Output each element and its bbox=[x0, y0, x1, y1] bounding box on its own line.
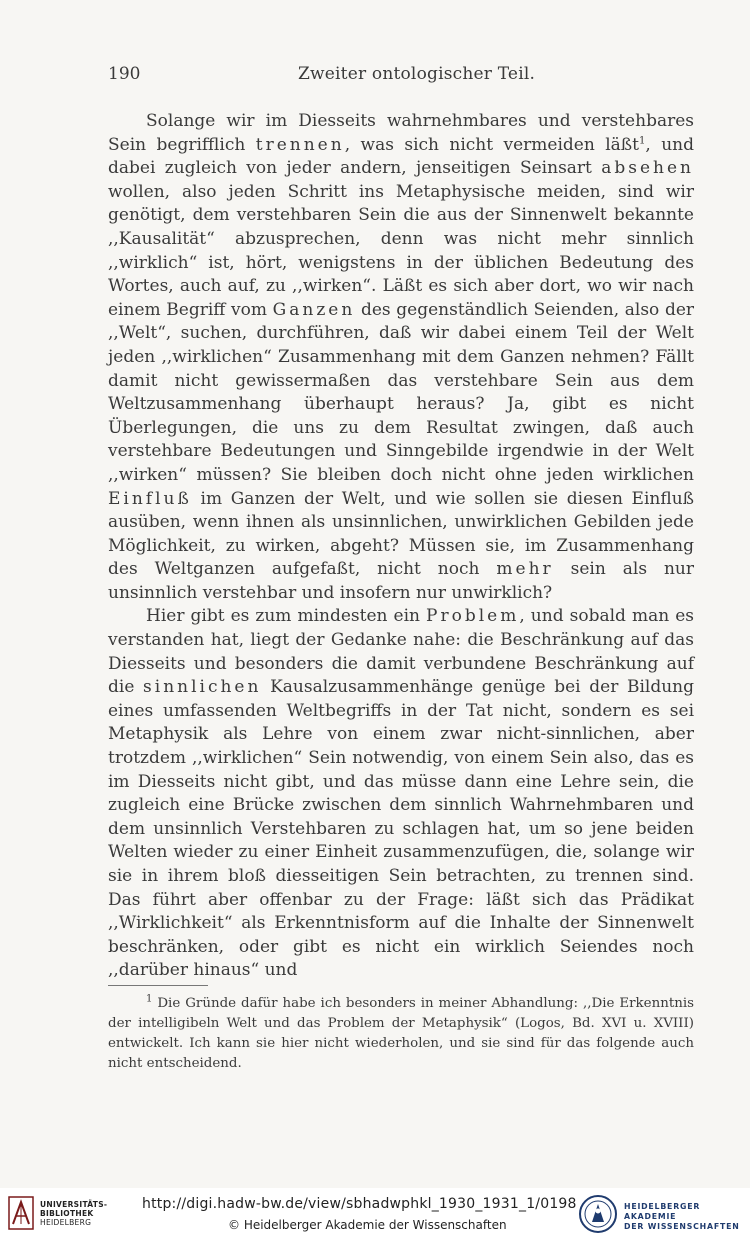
text-run: im Ganzen der Welt, und wie sollen sie diesen Einfluß ausüben, wenn ihnen als unsinnlichen, unwirklichen Gebilden jede Möglichkeit, zu wirken, abgeht? Müssen sie, im Zusammenhang des Weltganzen aufgefaßt, nicht noch bbox=[108, 488, 694, 580]
academy-line-2: DER WISSENSCHAFTEN bbox=[624, 1222, 740, 1231]
permalink-url[interactable]: http://digi.hadw-bw.de/view/sbhadwphkl_1930_1931_1/0198 bbox=[142, 1196, 577, 1212]
paragraph-1 bbox=[108, 110, 694, 605]
library-line-2: BIBLIOTHEK bbox=[40, 1209, 94, 1218]
spaced-word: trennen bbox=[255, 134, 345, 155]
spaced-word: absehen bbox=[601, 158, 694, 179]
academy-line-1: HEIDELBERGER AKADEMIE bbox=[624, 1202, 701, 1221]
footnote bbox=[108, 994, 694, 1074]
footnote-marker: 1 bbox=[146, 993, 153, 1005]
text-run: wollen, also jeden Schritt ins Metaphysische meiden, sind wir genötigt, dem verstehbaren Sein die aus der Sinnenwelt bekannte ,,Kausalität“ abzusprechen, denn was nicht mehr sinnlich ,,wirklich“ ist, hört, wenigstens in der üblichen Bedeutung des Wortes, auch auf, zu ,,wirken“. Läßt es sich aber dort, wo wir nach einem Begriff vom bbox=[108, 181, 694, 320]
spaced-word: mehr bbox=[496, 559, 554, 580]
academy-seal-icon[interactable] bbox=[578, 1194, 618, 1234]
text-run: Kausalzusammenhänge genüge bei der Bildung eines umfassenden Weltbegriffs in der Tat nicht, sondern es sei Metaphysik als Lehre von einem zwar nicht-sinnlichen, aber trotzdem ,,wirklichen“ Sein notwendig, von einem Sein also, das es im Diesseits nicht gibt, und das müsse dann eine Lehre sein, die zugleich eine Brücke zwischen dem sinnlich Wahrnehmbaren und dem unsinnlich Verstehbaren zu schlagen hat, um so jene beiden Welten wieder zu einer Einheit zusammenzufügen, die, solange wir sie in ihrem bloß diesseitigen Sein betrachten, zu trennen sind. Das führt aber offenbar zu der Frage: läßt sich das Prädikat ,,Wirklichkeit“ als Erkenntnisform auf die Inhalte der Sinnenwelt beschränken, oder gibt es nicht ein wirklich Seiendes noch ,,darüber hinaus“ und bbox=[108, 677, 694, 981]
page-number: 190 bbox=[108, 64, 141, 84]
library-name bbox=[40, 1200, 107, 1227]
paragraph-2 bbox=[108, 605, 694, 983]
text-run: Solange wir im Diesseits wahrnehmbares und verstehbares Sein begrifflich bbox=[108, 111, 694, 155]
footer-bar bbox=[0, 1188, 750, 1241]
running-header bbox=[108, 64, 694, 90]
spaced-word: Problem bbox=[426, 606, 520, 627]
library-logo-icon[interactable] bbox=[8, 1196, 34, 1230]
library-line-3: HEIDELBERG bbox=[40, 1218, 92, 1227]
text-run: sein als nur unsinnlich verstehbar und insofern nur unwirklich? bbox=[108, 559, 695, 603]
spaced-word: Ganzen bbox=[272, 299, 356, 320]
text-run: , was sich nicht vermeiden läßt bbox=[344, 134, 639, 155]
footnote-text bbox=[108, 994, 694, 1074]
text-run: , und sobald man es verstanden hat, liegt der Gedanke nahe: die Beschränkung auf das Diesseits und besonders die damit verbundene Beschränkung auf die bbox=[108, 606, 694, 698]
copyright-notice: © Heidelberger Akademie der Wissenschaften bbox=[228, 1218, 507, 1232]
footnote-divider bbox=[108, 985, 208, 986]
footnote-ref[interactable]: 1 bbox=[639, 134, 646, 146]
library-line-1: UNIVERSITÄTS- bbox=[40, 1200, 108, 1209]
running-title: Zweiter ontologischer Teil. bbox=[298, 64, 536, 84]
footnote-body: Die Gründe dafür habe ich besonders in meiner Abhandlung: ,,Die Erkenntnis der intelligibeln Welt und das Problem der Metaphysik“ (Logos, Bd. XVI u. XVIII) entwickelt. Ich kann sie hier nicht wiederholen, und sie sind für das folgende auch nicht entscheidend. bbox=[108, 996, 694, 1071]
text-run: des gegenständlich Seienden, also der ,,Welt“, suchen, durchführen, daß wir dabei einem Teil der Welt jeden ,,wirklichen“ Zusammenhang mit dem Ganzen nehmen? Fällt damit nicht gewissermaßen das verstehbare Sein aus dem Weltzusammenhang überhaupt heraus? Ja, gibt es nicht Überlegungen, die uns zu dem Resultat zwingen, daß auch verstehbare Bedeutungen und Sinngebilde irgendwie in der Welt ,,wirken“ müssen? Sie bleiben doch nicht ohne jeden wirklichen bbox=[108, 299, 695, 485]
text-run: Hier gibt es zum mindesten ein bbox=[146, 606, 427, 627]
text-run: , und dabei zugleich von jeder andern, jenseitigen Seinsart bbox=[108, 134, 694, 179]
academy-name bbox=[624, 1202, 750, 1232]
spaced-word: Einfluß bbox=[108, 488, 192, 509]
spaced-word: sinnlichen bbox=[143, 677, 262, 698]
main-text bbox=[108, 110, 694, 983]
